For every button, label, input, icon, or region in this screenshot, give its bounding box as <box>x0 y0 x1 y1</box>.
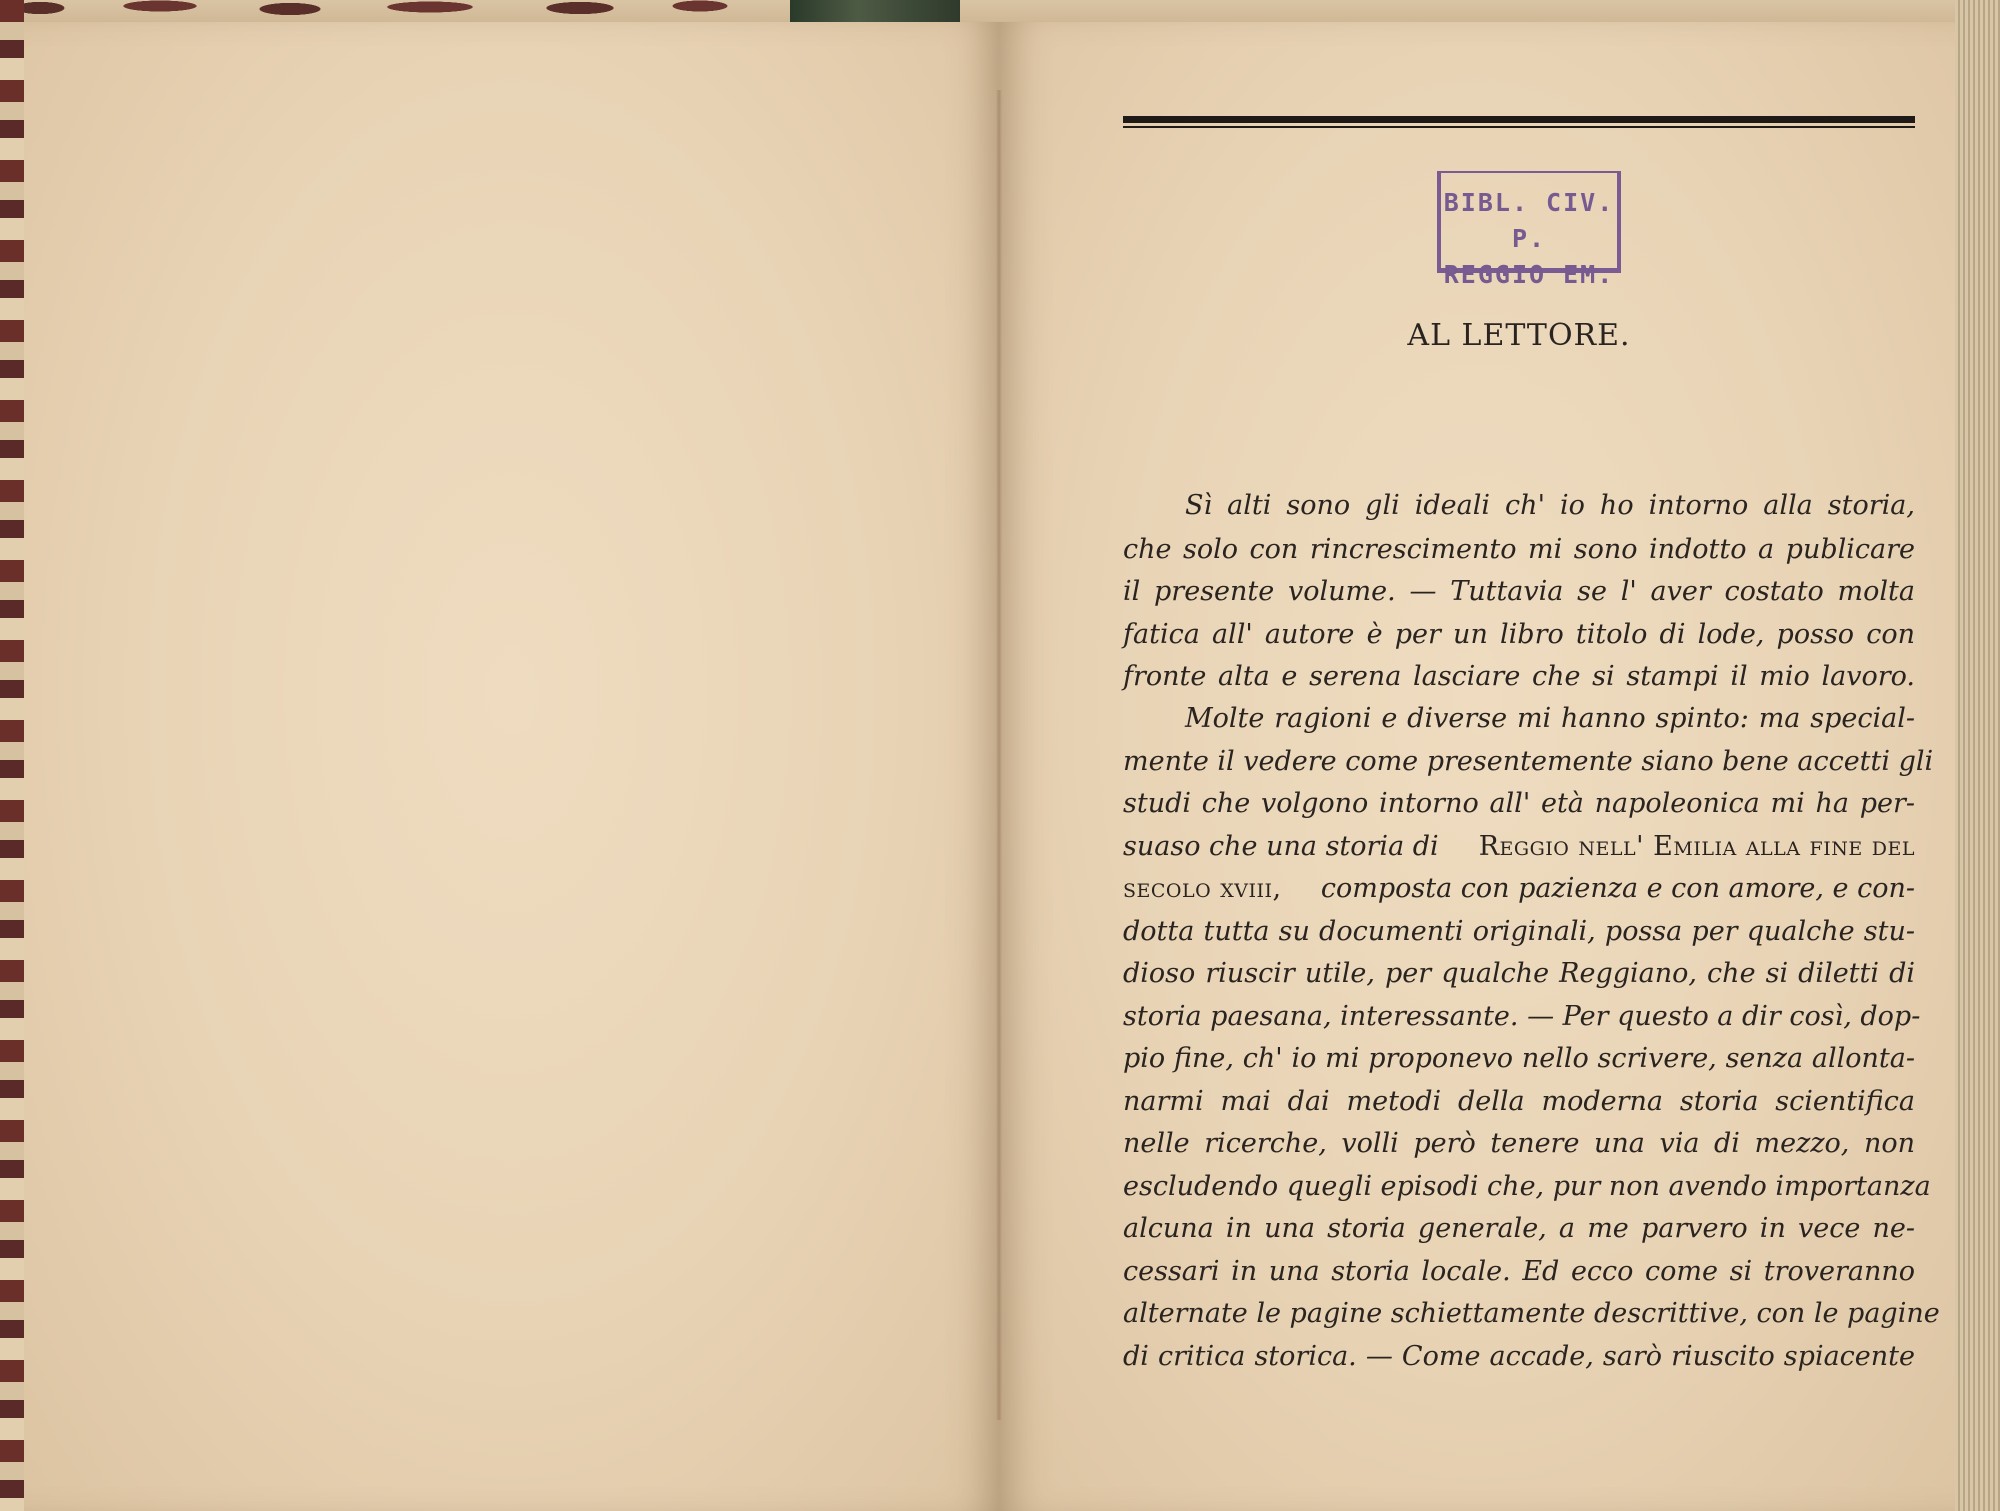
text-line: di critica storica. — Come accade, sarò riuscito spiacente <box>1123 1341 1915 1372</box>
text-segment: composta con pazienza e con amore, e con- <box>1320 873 1915 904</box>
left-page-blank <box>24 22 999 1511</box>
stamp-line-2: REGGIO EM. <box>1443 260 1615 289</box>
text-segment-small-caps: Reggio nell' Emilia alla fine del <box>1478 831 1915 862</box>
text-line: dioso riuscir utile, per qualche Reggiano, che si diletti di <box>1123 958 1915 989</box>
text-line: che solo con rincrescimento mi sono indotto a publicare <box>1123 534 1915 565</box>
text-line: storia paesana, interessante. — Per questo a dir così, dop- <box>1123 1001 1921 1032</box>
text-line: mente il vedere come presentemente siano bene accetti gli <box>1123 746 1934 777</box>
text-line: alcuna in una storia generale, a me parvero in vece ne- <box>1123 1213 1915 1244</box>
text-line: narmi mai dai metodi della moderna storia scientifica <box>1123 1086 1915 1117</box>
binding-gutter <box>996 90 1002 1420</box>
text-line: studi che volgono intorno all' età napoleonica mi ha per- <box>1123 788 1915 819</box>
header-rule-thick <box>1123 116 1915 123</box>
spine-cover <box>790 0 960 24</box>
page-edges-right <box>1955 0 2000 1511</box>
text-line: pio fine, ch' io mi proponevo nello scrivere, senza allonta- <box>1123 1043 1915 1074</box>
text-segment: suaso che una storia di <box>1123 831 1439 862</box>
text-line: dotta tutta su documenti originali, possa per qualche stu- <box>1123 916 1915 947</box>
text-line: fronte alta e serena lasciare che si stampi il mio lavoro. <box>1123 661 1915 692</box>
text-line-mixed <box>1123 825 1915 869</box>
text-line: Molte ragioni e diverse mi hanno spinto: ma special- <box>1185 703 1915 734</box>
text-line: alternate le pagine schiettamente descrittive, con le pagine <box>1123 1298 1940 1329</box>
text-line: il presente volume. — Tuttavia se l' aver costato molta <box>1123 576 1915 607</box>
text-line-mixed <box>1123 867 1915 911</box>
stamp-line-1: BIBL. CIV. P. <box>1443 188 1615 253</box>
marbled-edge-left <box>0 0 24 1511</box>
text-line: escludendo quegli episodi che, pur non avendo importanza <box>1123 1171 1931 1202</box>
page-title: AL LETTORE. <box>1407 318 1631 353</box>
library-stamp <box>1437 171 1621 289</box>
header-rule-thin <box>1123 126 1915 128</box>
text-line: fatica all' autore è per un libro titolo di lode, posso con <box>1123 619 1915 650</box>
text-segment-small-caps: secolo xviii, <box>1123 873 1282 904</box>
text-line: nelle ricerche, volli però tenere una via di mezzo, non <box>1123 1128 1915 1159</box>
text-line: Sì alti sono gli ideali ch' io ho intorno alla storia, <box>1185 490 1915 521</box>
text-line: cessari in una storia locale. Ed ecco come si troveranno <box>1123 1256 1915 1287</box>
